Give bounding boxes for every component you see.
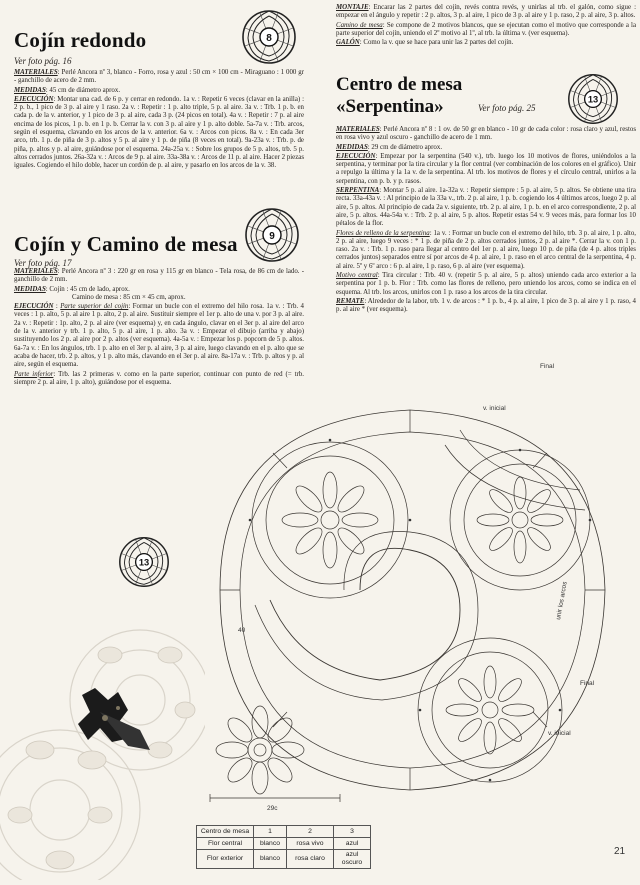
title-cojin-camino: Cojín y Camino de mesa [14, 232, 238, 256]
table-cell: rosa claro [287, 850, 334, 869]
diagram-label-inicial-top: v. inicial [483, 405, 506, 412]
medidas2-text-b: Camino de mesa : 85 cm × 45 cm, aprox. [72, 293, 186, 301]
text-cojin-redondo [14, 69, 304, 172]
diagram-label-final-bottom: Final [580, 680, 595, 687]
ejecucion2-sub: Parte superior del cojín [60, 303, 129, 311]
page-number: 21 [614, 846, 626, 857]
camino-label: Camino de mesa [336, 21, 383, 29]
galon-label: GALÓN [336, 39, 360, 47]
crochet-diagram [160, 350, 640, 830]
medidas2-text-a: : Cojín : 45 cm de lado, aprox. [45, 285, 130, 293]
diagram-label-inicial-bottom: v. inicial [548, 730, 571, 737]
medidas-label: MEDIDAS [14, 86, 46, 94]
text-montaje [336, 4, 636, 48]
materiales-label: MATERIALES [14, 69, 58, 76]
medidas2-label: MEDIDAS [14, 285, 46, 293]
table-cell: azul [334, 838, 371, 850]
badge-8 [240, 8, 298, 71]
materiales2-text: : Perlé Ancora nº 3 : 220 gr en rosa y 115 gr en blanco - Tela rosa, de 86 cm de lado. - ganchillo de 2 mm. [14, 268, 304, 284]
materiales-text: : Perlé Ancora nº 3, blanco - Forro, rosa y azul : 50 cm × 100 cm - Miraguano : 1 000 gr - ganchillo de acero de 2 mm. [14, 69, 304, 85]
motivo-text: : Tira circular : Trb. 40 v. (repetir 5 p. al aire, 5 p. altos) uniendo cada arco exterior a la serpentina por 1 p. b. Flor : Trb. como las flores de relleno, pero uniendo los arcos, como se indica en el esquema. Al trb. los arcos, unirlos con 1 p. raso a los arcos de la tira circular. [336, 272, 637, 296]
header-cell: 2 [287, 826, 334, 838]
title-centro-mesa: Centro de mesa [336, 74, 463, 95]
montaje-label: MONTAJE [336, 4, 369, 11]
inferior-text: : Trb. las 2 primeras v. como en la parte superior, continuar con punto de red (= trb. siempre 2 p. al aire, 1 p. alto), guiándose por el esquema. [14, 370, 305, 386]
serpentina-label: SERPENTINA [336, 187, 380, 195]
materiales3-text: : Perlé Ancora nº 8 : 1 ov. de 50 gr en blanco - 10 gr de cada color : rosa claro y azul, restos en rosa vivo y azul oscuro - ganchillo de acero de 1 mm. [336, 126, 636, 142]
inferior-label: Parte inferior [14, 370, 54, 378]
ref-serpentina: Ver foto pág. 25 [478, 103, 536, 113]
table-row [197, 838, 371, 850]
table-cell: rosa vivo [287, 838, 334, 850]
ejecucion2-text: : Formar un bucle con el extremo del hilo rosa. 1a v. : Trb. 4 veces : 1 p. alto, 5 p. al aire 1 p. alto, 2 p. al aire. Sustituir siempre el 1er p. alto de una v. por 3 p. al aire. 2a v. : Repetir : 1p. alto, 2 p. al aire (ver esquema) y, en cada ángulo, clavar en el 3er p. al aire del arco de la v. anterior y trb. 1 p. alto, 5 p. al aire, 1 p. alto. 3a v. : Empezar el dibujo (arriba y abajo) sustituyendo los 2 p. al aire por 2 p. altos (ver esquema). 4a-5a v. : Empezar los p. popcorn de 5 p. altos. 6a-7a v. : En los ángulos, trb. 1 p. alto en el 3er p. al aire, 3 p. al aire, luego clavando en el p. alto que se acaba de hacer, trb. 2 p. altos, y 1 p. alto más, clavando en el 3er p. al aire. 8a-17a v. : Trb. p. altos y p. al aire, según el esquema. [14, 303, 304, 369]
table-cell: azul oscuro [334, 850, 371, 869]
title-serpentina: «Serpentina» [336, 96, 444, 117]
camino-text: : Se compone de 2 motivos blancos, que se ejecutan como el motivo que corresponde a la parte superior del cojín, uniendo el 2º motivo al 1º, al trb. la última v. (ver esquema). [336, 21, 637, 37]
materiales2-label: MATERIALES [14, 268, 58, 275]
ejecucion2-label: EJECUCIÓN [14, 303, 54, 311]
materiales3-label: MATERIALES [336, 126, 380, 133]
ejecucion3-text: : Empezar por la serpentina (540 v.), trb. luego los 10 motivos de flores, uniéndolos a la serpentina, y terminar por la tira circular y la flor central (ver combinación de los colores en el gráfico). Unir a repulgo la última y la 1a v. de la serpentina. Al trb. los motivos de flores y el círculo central, unirlos a la serpentina, con p. b. y p. rasos. [336, 152, 636, 185]
serpentina-text: : Montar 5 p. al aire. 1a-32a v. : Repetir siempre : 5 p. al aire, 5 p. altos. Se obtiene una tira recta. 33a-43a v. : Al principio de la 33a v., trb. 2 p. al aire, 1 p. b. cogiendo los 4 últimos arcos, luego 2 p. al aire, 5 p. altos. Al principio de cada 2a v. siguiente, trb. 2 p. al aire, 1 p. b. en el arco correspondiente, 2 p. al aire, 5 p. altos. 44a-54a v. : Trb. 2 p. al aire, 5 p. altos. Repetir estas 54 v. 9 veces más, para formar los 10 pétalos de la flor. [336, 187, 636, 228]
remate-text: : Alrededor de la labor, trb. 1 v. de arcos : * 1 p. b., 4 p. al aire, 1 pico de 3 p. al aire y 1 p. raso, 4 p. al aire * (ver esquema). [336, 297, 636, 314]
motivo-label: Motivo central [336, 272, 378, 280]
table-cell: blanco [254, 838, 287, 850]
flores-label: Flores de relleno de la serpentina [336, 229, 430, 237]
badge-8-number: 8 [266, 33, 272, 44]
ejecucion-label: EJECUCIÓN [14, 95, 54, 103]
table-cell: Flor central [197, 838, 254, 850]
ejecucion-text: : Montar una cad. de 6 p. y cerrar en redondo. 1a v. : Repetir 6 veces (clavar en la anilla) : 2 p. b., 1 pico de 3 p. al aire y 1 raso. 2a v. : Repetir : 1 p. alto triple, 5 p. al aire. 3a v. : Trb. 1 p. b. en cada p. de la v. anterior, y 1 pico de 3 p. al aire, cada 3 p. (24 picos en total). 4a v. : Repetir : 7 p. al aire encima de los picos, 1 p. b. en 1 p. b. Cerrar la v. con 3 p. al aire y 1 p. alto doble. 5a-7a v. : Trb. arcos, según el esquema, clavando en los arcos de la v. anterior. 6a v. : Arcos con picos. 8a v. : En cada 3er arco, trb. 1 p. de piña de 3 p. altos y 5 p. al aire y 1 p. de piña (8 veces en total). 9a-23a v. : Trb. p. de piña, p. altos y p. al aire, guiándose por el esquema. 24a-25a v. : Sobre los grupos de 5 p. altos, trb. 5 p. altos cerrados juntos. 26a-32a v. : Arcos de 9 p. al aire. 33a-38a v. : Arcos de 11 p. al aire. Hacer 2 piezas iguales. Cogiendo el hilo doble, hacer un cordón de p. al aire, y pasarlo en los arcos de la v. 38. [14, 95, 304, 170]
ref-cojin-camino: Ver foto pág. 17 [14, 258, 72, 268]
header-cell: 3 [334, 826, 371, 838]
diagram-label-ring: 40 [238, 627, 246, 634]
ref-cojin-redondo: Ver foto pág. 16 [14, 56, 72, 66]
header-cell: 1 [254, 826, 287, 838]
title-cojin-redondo: Cojín redondo [14, 28, 147, 52]
montaje-text: : Encarar las 2 partes del cojín, revés contra revés, y unirlas al trb. el galón, como sigue : empezar en el ángulo y repetir : 2 p. altos, 3 p. al aire, 1 pico de 3 p. al aire y 1 p. raso, 2 p. al aire, 3 p. altos. [336, 4, 636, 20]
medidas-text: : 45 cm de diámetro aprox. [45, 86, 121, 94]
medidas3-text: : 29 cm de diámetro aprox. [367, 143, 443, 151]
badge-13-right-number: 13 [587, 94, 599, 105]
table-row [197, 850, 371, 869]
diagram-label-scale: 29c [267, 805, 278, 812]
badge-13-left-number: 13 [138, 557, 150, 568]
header-cell: Centro de mesa [197, 826, 254, 838]
galon-text: : Como la v. que se hace para unir las 2 partes del cojín. [359, 39, 514, 47]
badge-9-number: 9 [269, 231, 275, 242]
table-cell: Flor exterior [197, 850, 254, 869]
color-table [196, 825, 371, 869]
text-cojin-camino: MATERIALES: Perlé Ancora nº 3 : 220 gr en rosa y 115 gr en blanco - Tela rosa, de 86 cm de lado. - ganchillo de 2 mm. MEDIDAS: Cojín : 45 cm de lado, aprox. Camino de mesa : 85 cm × 45 cm, aprox. EJECUCIÓN : Parte superior del cojín: Formar un bucle con el extremo del hilo rosa. 1a v. : Trb. 4 veces : 1 p. alto, 5 p. al aire 1 p. alto, 2 p. al aire. Sustituir siempre el 1er p. alto de una v. por 3 p. al aire. 2a v. : Repetir : 1p. alto, 2 p. al aire (ver esquema) y, en cada ángulo, clavar en el 3er p. al aire del arco de la v. anterior y trb. 1 p. alto, 5 p. al aire, 1 p. alto. 3a v. : Empezar el dibujo (arriba y abajo) sustituyendo los 2 p. al aire por 2 p. altos (ver esquema). 4a-5a v. : Empezar los p. popcorn de 5 p. altos. 6a-7a v. : En los ángulos, trb. 1 p. alto en el 3er p. al aire, 3 p. al aire, luego clavando en el p. alto que se acaba de hacer, trb. 2 p. altos, y 1 p. alto más, clavando en el 3er p. al aire. 8a-17a v. : Trb. p. altos y p. al aire, según el esquema. Parte inferior: Trb. las 2 primeras v. como en la parte superior, continuar con punto de red (= trb. siempre 2 p. al aire, 1 p. alto), guiándose por el esquema. [14, 268, 305, 386]
medidas3-label: MEDIDAS [336, 143, 368, 151]
diagram-label-unir: unir los arcos [555, 581, 569, 621]
flores-text: : 1a v. : Formar un bucle con el extremo del hilo, trb. 3 p. al aire, 1 p. alto, 2 p. al aire, luego 9 veces : * 1 p. de piña de 2 p. altos cerrados juntos, 2 p. al aire *. Cerrar la v. con 1 p. raso. 2a v. : Trb. 1 p. raso para llegar al centro del 1er p. al aire, luego 10 p. de piña (de 4 p. altos triples cerrados juntos) separados entre sí por arcos de 4 p. al aire, 1 p. raso en el arco central de la serpentina, 4 p. al aire. 5º y 6º arco : 6 p. al aire, 1 p. raso, 6 p. al aire (ver esquema). [336, 229, 636, 270]
table-cell: blanco [254, 850, 287, 869]
remate-label: REMATE [336, 297, 365, 305]
badge-13-right [566, 72, 620, 131]
badge-9 [243, 206, 301, 269]
color-table-header [197, 826, 371, 838]
diagram-label-final-top: Final [540, 363, 555, 370]
text-serpentina [336, 126, 636, 316]
ejecucion3-label: EJECUCIÓN [336, 152, 376, 160]
